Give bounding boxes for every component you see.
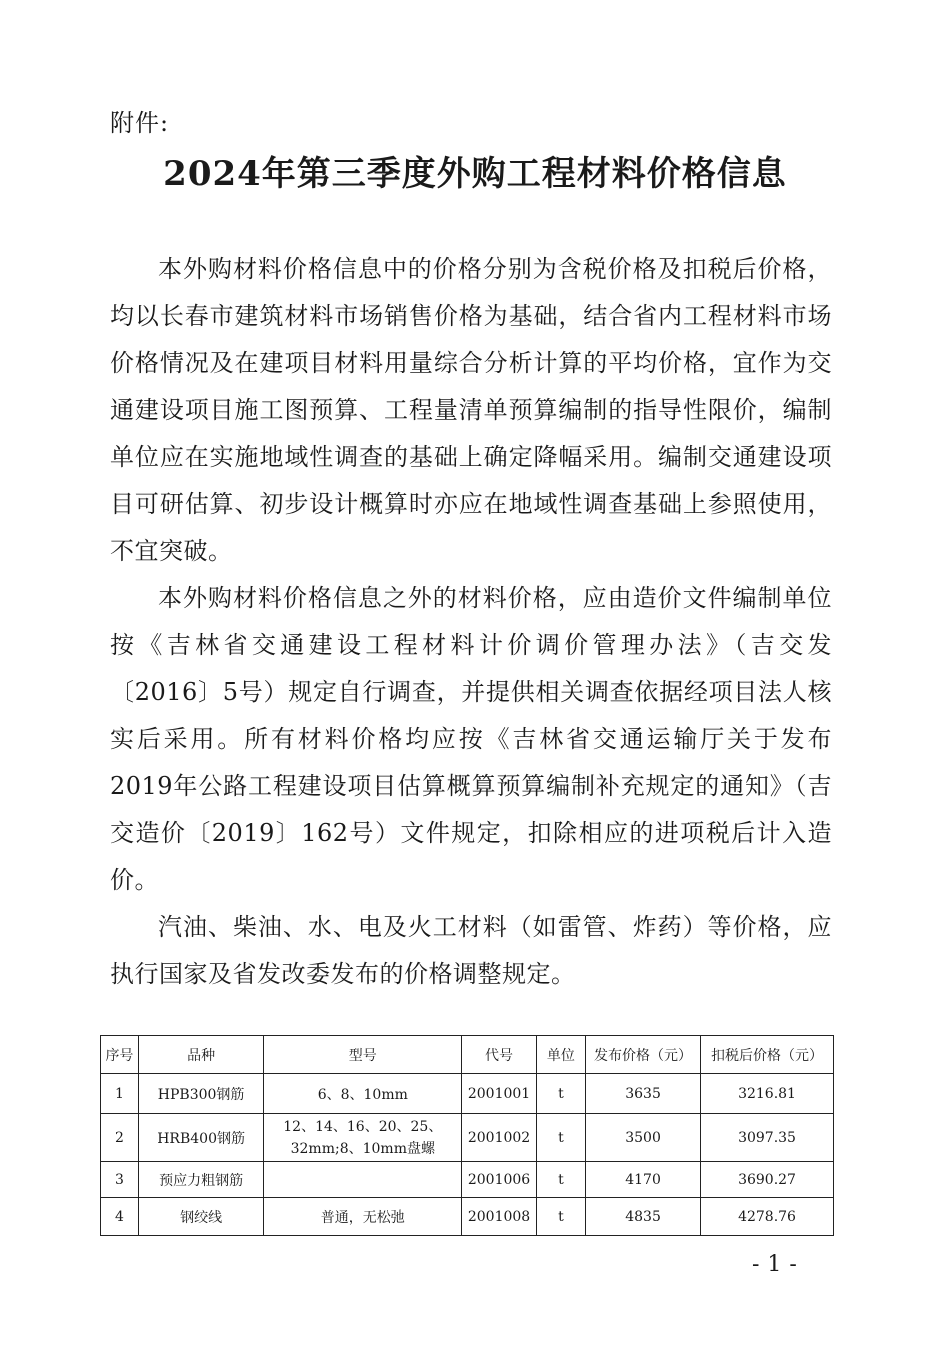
cell-code: 2001002 [462,1114,537,1162]
cell-spec: 普通，无松弛 [264,1198,462,1236]
body-text [110,246,832,998]
cell-after-tax: 3216.81 [701,1074,834,1114]
table-row [101,1074,834,1114]
header-after-tax: 扣税后价格（元） [701,1036,834,1074]
cell-after-tax: 3690.27 [701,1162,834,1198]
paragraph-1: 本外购材料价格信息中的价格分别为含税价格及扣税后价格，均以长春市建筑材料市场销售价格为基础，结合省内工程材料市场价格情况及在建项目材料用量综合分析计算的平均价格，宜作为交通建设项目施工图预算、工程量清单预算编制的指导性限价，编制单位应在实施地域性调查的基础上确定降幅采用。编制交通建设项目可研估算、初步设计概算时亦应在地域性调查基础上参照使用，不宜突破。 [110,255,832,565]
cell-price: 3500 [586,1114,701,1162]
cell-after-tax: 4278.76 [701,1198,834,1236]
cell-spec [264,1162,462,1198]
cell-price: 3635 [586,1074,701,1114]
table-header-row [101,1036,834,1074]
price-table [100,1035,834,1236]
header-spec: 型号 [264,1036,462,1074]
attachment-label: 附件: [110,109,170,137]
cell-after-tax: 3097.35 [701,1114,834,1162]
document-title: 2024年第三季度外购工程材料价格信息 [163,154,787,194]
page-number: -1- [752,1252,805,1277]
cell-no: 2 [101,1114,139,1162]
cell-name: HRB400钢筋 [138,1114,263,1162]
cell-code: 2001006 [462,1162,537,1198]
cell-name: HPB300钢筋 [138,1074,263,1114]
cell-unit: t [536,1162,585,1198]
cell-spec: 12、14、16、20、25、32mm;8、10mm盘螺 [264,1114,462,1162]
cell-no: 4 [101,1198,139,1236]
cell-unit: t [536,1198,585,1236]
header-no: 序号 [101,1036,139,1074]
cell-code: 2001008 [462,1198,537,1236]
paragraph-2: 本外购材料价格信息之外的材料价格，应由造价文件编制单位按《吉林省交通建设工程材料计价调价管理办法》（吉交发〔2016〕5号）规定自行调查，并提供相关调查依据经项目法人核实后采用。所有材料价格均应按《吉林省交通运输厅关于发布2019年公路工程建设项目估算概算预算编制补充规定的通知》（吉交造价〔2019〕162号）文件规定，扣除相应的进项税后计入造价。 [110,584,832,894]
cell-code: 2001001 [462,1074,537,1114]
paragraph-3: 汽油、柴油、水、电及火工材料（如雷管、炸药）等价格，应执行国家及省发改委发布的价格调整规定。 [110,913,832,988]
cell-no: 1 [101,1074,139,1114]
header-unit: 单位 [536,1036,585,1074]
cell-unit: t [536,1074,585,1114]
cell-name: 钢绞线 [138,1198,263,1236]
cell-name: 预应力粗钢筋 [138,1162,263,1198]
header-name: 品种 [138,1036,263,1074]
header-code: 代号 [462,1036,537,1074]
cell-unit: t [536,1114,585,1162]
table-row [101,1162,834,1198]
cell-no: 3 [101,1162,139,1198]
cell-spec: 6、8、10mm [264,1074,462,1114]
cell-price: 4170 [586,1162,701,1198]
header-price: 发布价格（元） [586,1036,701,1074]
table-row [101,1114,834,1162]
table-row [101,1198,834,1236]
cell-price: 4835 [586,1198,701,1236]
